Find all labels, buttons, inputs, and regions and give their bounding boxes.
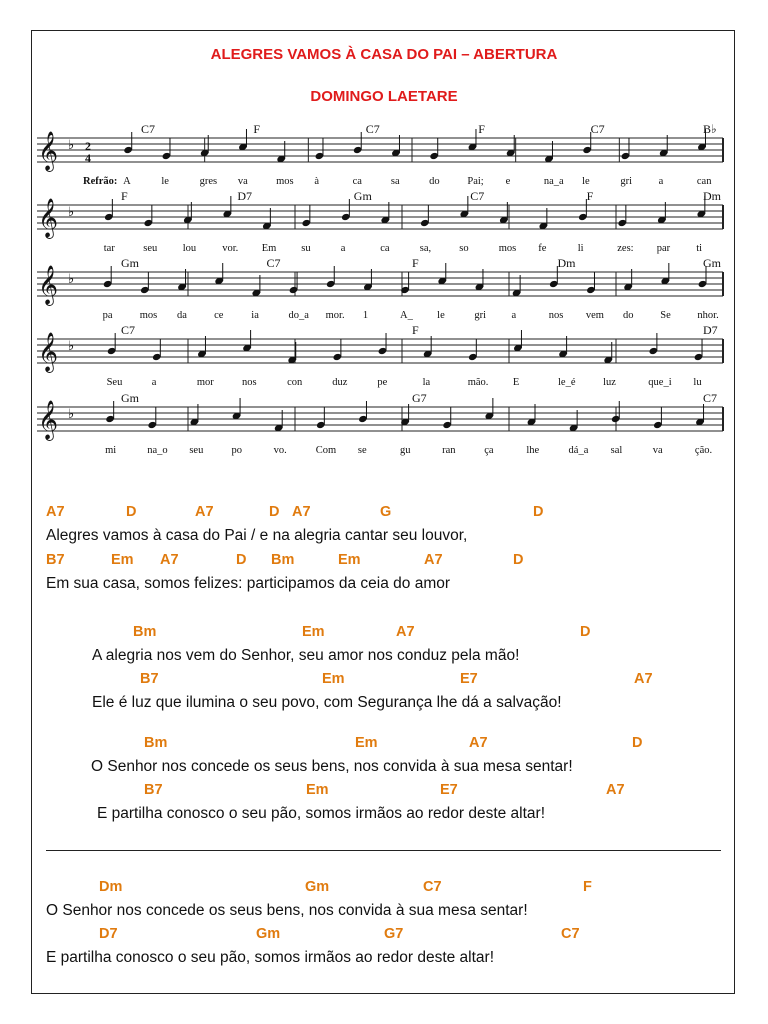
- staff-chord: C7: [141, 122, 156, 136]
- flat-key-signature: ♭: [68, 205, 75, 220]
- lyric-syllable: Se: [660, 310, 671, 321]
- lyric-syllable: lou: [182, 243, 197, 254]
- mass-day-title: DOMINGO LAETARE: [310, 88, 458, 105]
- chord: A7: [160, 552, 179, 568]
- lyric-syllable: ção.: [694, 445, 713, 456]
- lyric-syllable: do: [429, 176, 440, 187]
- lyric-line: O Senhor nos concede os seus bens, nos convida à sua mesa sentar!: [91, 758, 573, 775]
- chord: A7: [195, 504, 214, 520]
- lyric-syllable: E: [512, 377, 520, 388]
- lyric-syllable: le_é: [558, 377, 576, 388]
- chord: A7: [424, 552, 443, 568]
- staff-chord: D7: [237, 189, 253, 203]
- lyric-syllable: pa: [102, 310, 113, 321]
- lyric-syllable: gri: [474, 310, 487, 321]
- chord: Em: [306, 782, 329, 798]
- lyric-syllable: Com: [315, 445, 337, 456]
- treble-clef: 𝄞: [38, 400, 59, 440]
- lyric-syllable: so: [459, 243, 469, 254]
- lyric-syllable: can: [696, 176, 712, 187]
- lyric-syllable: A: [123, 176, 131, 187]
- lyric-syllable: lhe: [526, 445, 540, 456]
- lyric-syllable: mos: [498, 243, 517, 254]
- lyric-syllable: na_o: [147, 445, 168, 456]
- staff-chord: F: [412, 256, 419, 270]
- lyric-syllable: 1: [362, 310, 369, 321]
- staff-chord: F: [121, 189, 128, 203]
- chord: Bm: [144, 735, 168, 751]
- chord: Em: [302, 624, 325, 640]
- chord: A7: [292, 504, 311, 520]
- chord: A7: [396, 624, 415, 640]
- chord: Em: [355, 735, 378, 751]
- flat-key-signature: ♭: [68, 339, 75, 354]
- staff-chord: D7: [703, 323, 718, 337]
- lyric-syllable: se: [357, 445, 367, 456]
- treble-clef: 𝄞: [38, 131, 59, 171]
- lyric-syllable: pe: [377, 377, 388, 388]
- staff-chord: Dm: [557, 256, 576, 270]
- chord: D: [580, 624, 591, 640]
- lyric-syllable: le: [161, 176, 169, 187]
- lyric-syllable: nos: [242, 377, 257, 388]
- chord: Em: [338, 552, 361, 568]
- lyric-syllable: ce: [214, 310, 224, 321]
- lyric-syllable: ca: [352, 176, 362, 187]
- lyric-syllable: po: [231, 445, 242, 456]
- sheet-music: [33, 120, 729, 465]
- chord: Em: [111, 552, 134, 568]
- lyric-syllable: ca: [380, 243, 390, 254]
- staff-chord: Dm: [703, 189, 721, 203]
- chord: D: [126, 504, 137, 520]
- lyric-syllable: le: [437, 310, 445, 321]
- staff-chord: Gm: [121, 256, 139, 270]
- chord: Dm: [99, 879, 123, 895]
- chord: Gm: [305, 879, 330, 895]
- lyric-syllable: va: [652, 445, 663, 456]
- lyric-syllable: fe: [538, 243, 547, 254]
- chord: D: [236, 552, 247, 568]
- lyric-syllable: li: [577, 243, 584, 254]
- lyric-syllable: sa: [390, 176, 400, 187]
- lyric-syllable: la: [422, 377, 431, 388]
- lyric-syllable: mos: [276, 176, 294, 187]
- lyric-syllable: va: [237, 176, 248, 187]
- chord: C7: [561, 926, 580, 942]
- lyric-syllable: luz: [603, 377, 616, 388]
- chord: Gm: [256, 926, 281, 942]
- lyric-syllable: do_a: [288, 310, 309, 321]
- staff-chord: F: [412, 323, 419, 337]
- lyric-syllable: vor.: [222, 243, 239, 254]
- lyric-syllable: A_: [400, 310, 413, 321]
- staff-chord: F: [478, 122, 485, 136]
- chord: D: [632, 735, 643, 751]
- staff-chord: B♭: [703, 122, 717, 136]
- chord: B7: [144, 782, 163, 798]
- time-signature-top: 2: [85, 139, 91, 153]
- lyric-syllable: da: [176, 310, 187, 321]
- chord: Bm: [133, 624, 157, 640]
- staff-chord: C7: [266, 256, 281, 270]
- staff-chord: Gm: [703, 256, 721, 270]
- lyric-line: Alegres vamos à casa do Pai / e na alegria cantar seu louvor,: [46, 527, 468, 544]
- chord: A7: [634, 671, 653, 687]
- staff-chord: C7: [121, 323, 136, 337]
- lyric-syllable: zes:: [617, 243, 634, 254]
- lyric-line: E partilha conosco o seu pão, somos irmãos ao redor deste altar!: [97, 805, 546, 822]
- staff-chord: Gm: [353, 189, 372, 203]
- chord: G: [380, 504, 392, 520]
- treble-clef: 𝄞: [38, 265, 59, 305]
- lyric-syllable: do: [623, 310, 634, 321]
- lyric-line: Em sua casa, somos felizes: participamos da ceia do amor: [46, 575, 451, 592]
- lyric-syllable: mi: [105, 445, 117, 456]
- chord: A7: [606, 782, 625, 798]
- lyric-syllable: a: [511, 310, 517, 321]
- chord: Em: [322, 671, 345, 687]
- staff-chord: C7: [470, 189, 485, 203]
- lyric-syllable: gres: [199, 176, 218, 187]
- chord: Bm: [271, 552, 295, 568]
- chord: B7: [46, 552, 65, 568]
- lyric-syllable: que_i: [648, 377, 672, 388]
- chord: D: [513, 552, 524, 568]
- lyric-syllable: sal: [610, 445, 623, 456]
- lyric-syllable: à: [314, 176, 320, 187]
- lyric-syllable: nos: [548, 310, 564, 321]
- treble-clef: 𝄞: [38, 198, 59, 238]
- chord: F: [583, 879, 592, 895]
- lyric-line: O Senhor nos concede os seus bens, nos convida à sua mesa sentar!: [46, 902, 528, 919]
- flat-key-signature: ♭: [68, 407, 75, 422]
- lyric-syllable: con: [287, 377, 303, 388]
- chord: D: [533, 504, 544, 520]
- lyric-line: Ele é luz que ilumina o seu povo, com Segurança lhe dá a salvação!: [92, 694, 562, 711]
- lyric-syllable: a: [340, 243, 346, 254]
- flat-key-signature: ♭: [68, 138, 75, 153]
- song-title: ALEGRES VAMOS À CASA DO PAI – ABERTURA: [210, 46, 558, 63]
- staff-chord: C7: [703, 391, 718, 405]
- lyric-syllable: mão.: [467, 377, 489, 388]
- lyric-syllable: seu: [189, 445, 204, 456]
- chord: C7: [423, 879, 442, 895]
- lyric-syllable: duz: [332, 377, 348, 388]
- lyric-syllable: ti: [696, 243, 703, 254]
- treble-clef: 𝄞: [38, 332, 59, 372]
- chord: G7: [384, 926, 404, 942]
- lyric-syllable: a: [658, 176, 664, 187]
- chord: B7: [140, 671, 159, 687]
- chord: A7: [46, 504, 65, 520]
- chord: D7: [99, 926, 118, 942]
- lyric-syllable: a: [151, 377, 157, 388]
- section-divider: [46, 850, 721, 851]
- lyric-syllable: tar: [103, 243, 115, 254]
- chord: E7: [460, 671, 478, 687]
- lyric-syllable: gu: [400, 445, 411, 456]
- lyric-syllable: le: [582, 176, 590, 187]
- chord: E7: [440, 782, 458, 798]
- lyric-syllable: seu: [143, 243, 158, 254]
- lyric-syllable: par: [656, 243, 671, 254]
- staff-chord: F: [253, 122, 261, 136]
- lyric-syllable: nhor.: [697, 310, 719, 321]
- refrain-label: Refrão:: [83, 176, 118, 187]
- staff-chord: G7: [412, 391, 427, 405]
- staff-chord: C7: [590, 122, 605, 136]
- staff-chord: Gm: [121, 391, 139, 405]
- lyric-syllable: vem: [585, 310, 604, 321]
- lyric-syllable: lu: [693, 377, 702, 388]
- lyric-syllable: vo.: [273, 445, 287, 456]
- lyric-syllable: ia: [251, 310, 259, 321]
- lyric-syllable: dá_a: [568, 445, 589, 456]
- time-signature-bottom: 4: [85, 151, 91, 165]
- lyric-line: A alegria nos vem do Senhor, seu amor nos conduz pela mão!: [92, 647, 520, 664]
- lyric-syllable: na_a: [543, 176, 564, 187]
- lyric-syllable: mor: [196, 377, 214, 388]
- lyric-syllable: su: [301, 243, 311, 254]
- lyric-syllable: sa,: [419, 243, 432, 254]
- lyric-line: E partilha conosco o seu pão, somos irmãos ao redor deste altar!: [46, 949, 495, 966]
- flat-key-signature: ♭: [68, 272, 75, 287]
- lyric-syllable: Pai;: [467, 176, 484, 187]
- lyric-syllable: mor.: [325, 310, 345, 321]
- lyric-syllable: e: [505, 176, 511, 187]
- lyric-syllable: mos: [139, 310, 158, 321]
- lyric-syllable: ran: [442, 445, 456, 456]
- lyric-syllable: ça: [484, 445, 494, 456]
- lyric-syllable: gri: [620, 176, 633, 187]
- lyric-syllable: Em: [261, 243, 277, 254]
- lyric-syllable: Seu: [106, 377, 123, 388]
- staff-chord: F: [586, 189, 594, 203]
- staff-chord: C7: [365, 122, 380, 136]
- chord: A7: [469, 735, 488, 751]
- chord: D: [269, 504, 280, 520]
